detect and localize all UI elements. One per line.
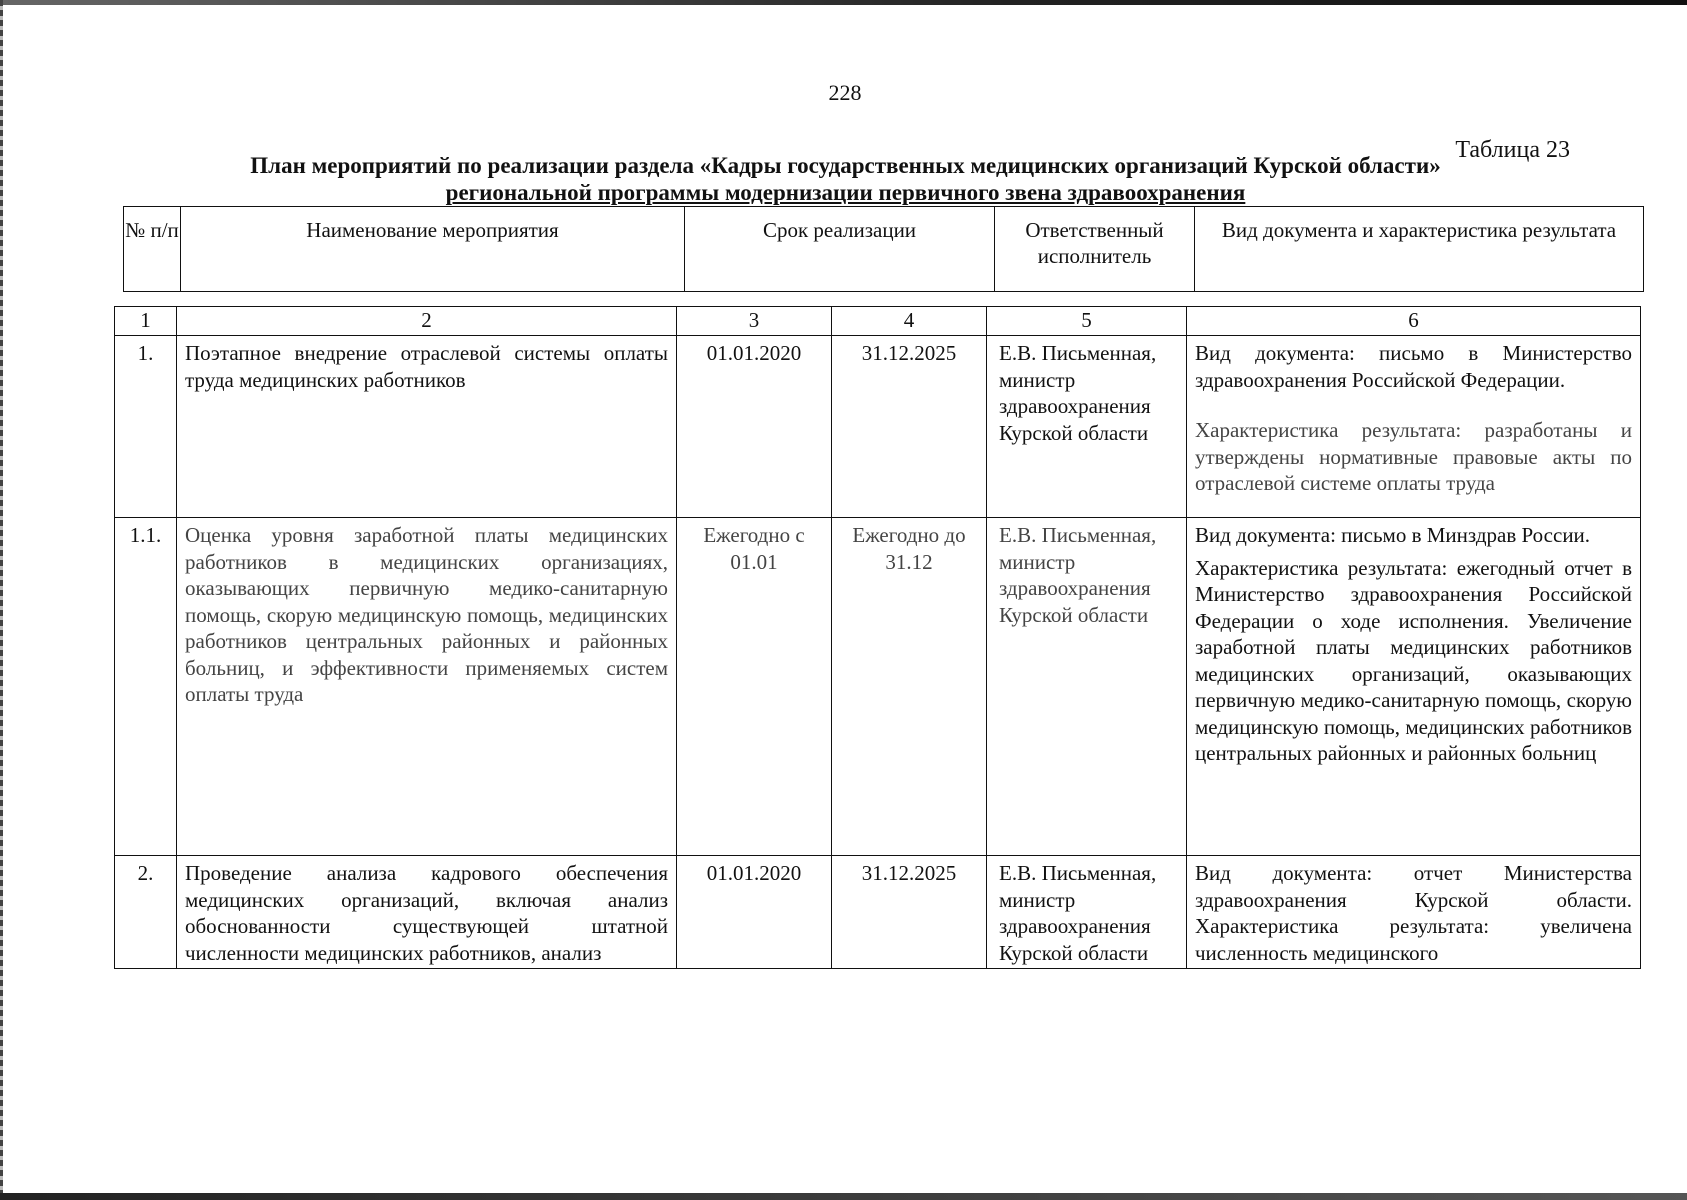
document-type: Вид документа: письмо в Министерство здравоохранения Российской Федерации. <box>1195 341 1632 392</box>
result-characteristic: Характеристика результата: увеличена численность медицинского <box>1195 914 1632 965</box>
column-number: 4 <box>832 307 987 336</box>
activity-name: Поэтапное внедрение отраслевой системы оплаты труда медицинских работников <box>177 336 677 518</box>
column-number: 5 <box>987 307 1187 336</box>
activity-name: Оценка уровня заработной платы медицинских работников в медицинских организациях, оказывающих первичную медико-санитарную помощь, скорую медицинскую помощь, медицинских работников центральных районных и районных больниц, и эффективности применяемых систем оплаты труда <box>177 518 677 856</box>
row-number: 2. <box>115 856 177 969</box>
responsible-executor: Е.В. Письменная, министр здравоохранения Курской области <box>987 856 1187 969</box>
header-row <box>124 207 1644 292</box>
result-characteristic: Характеристика результата: разработаны и утверждены нормативные правовые акты по отраслевой системе оплаты труда <box>1195 418 1632 495</box>
header-table <box>123 206 1644 292</box>
title-line-2: региональной программы модернизации первичного звена здравоохранения <box>445 180 1246 205</box>
responsible-executor: Е.В. Письменная, министр здравоохранения Курской области <box>987 336 1187 518</box>
result-cell <box>1187 336 1641 518</box>
scan-left-edge <box>0 0 3 1200</box>
end-date: 31.12.2025 <box>832 856 987 969</box>
activities-table <box>114 306 1641 969</box>
column-number: 2 <box>177 307 677 336</box>
document-title <box>118 152 1573 206</box>
column-number: 1 <box>115 307 177 336</box>
spacer <box>1195 393 1632 417</box>
activity-name: Проведение анализа кадрового обеспечения медицинских организаций, включая анализ обоснованности существующей штатной численности медицинских работников, анализ <box>177 856 677 969</box>
start-date: 01.01.2020 <box>677 336 832 518</box>
header-activity-name: Наименование мероприятия <box>181 207 685 292</box>
column-number-row <box>115 307 1641 336</box>
header-executor: Ответственный исполнитель <box>995 207 1195 292</box>
scan-bottom-edge <box>0 1193 1687 1200</box>
start-date: 01.01.2020 <box>677 856 832 969</box>
column-number: 3 <box>677 307 832 336</box>
responsible-executor: Е.В. Письменная, министр здравоохранения Курской области <box>987 518 1187 856</box>
table-label: Таблица 23 <box>1455 137 1570 163</box>
page-number: 228 <box>828 80 862 105</box>
table-row <box>115 856 1641 969</box>
end-date: Ежегодно до 31.12 <box>832 518 987 856</box>
scan-top-edge <box>0 0 1687 5</box>
spacer <box>1195 549 1632 555</box>
table-row <box>115 518 1641 856</box>
end-date: 31.12.2025 <box>832 336 987 518</box>
header-term: Срок реализации <box>685 207 995 292</box>
header-number: № п/п <box>124 207 181 292</box>
document-type: Вид документа: письмо в Минздрав России. <box>1195 523 1591 547</box>
header-result: Вид документа и характеристика результата <box>1195 207 1644 292</box>
table-row <box>115 336 1641 518</box>
document-type: Вид документа: отчет Министерства здравоохранения Курской области. <box>1195 861 1632 912</box>
row-number: 1.1. <box>115 518 177 856</box>
result-cell <box>1187 856 1641 969</box>
title-line-1: План мероприятий по реализации раздела «Кадры государственных медицинских организаций Курской области» <box>250 153 1441 178</box>
result-characteristic: Характеристика результата: ежегодный отчет в Министерство здравоохранения Российской Федерации о ходе исполнения. Увеличение заработной платы медицинских работников медицинских организаций, оказывающих первичную медико-санитарную помощь, скорую медицинскую помощь, медицинских работников центральных районных и районных больниц <box>1195 555 1632 765</box>
start-date: Ежегодно с 01.01 <box>677 518 832 856</box>
result-cell <box>1187 518 1641 856</box>
column-number: 6 <box>1187 307 1641 336</box>
row-number: 1. <box>115 336 177 518</box>
